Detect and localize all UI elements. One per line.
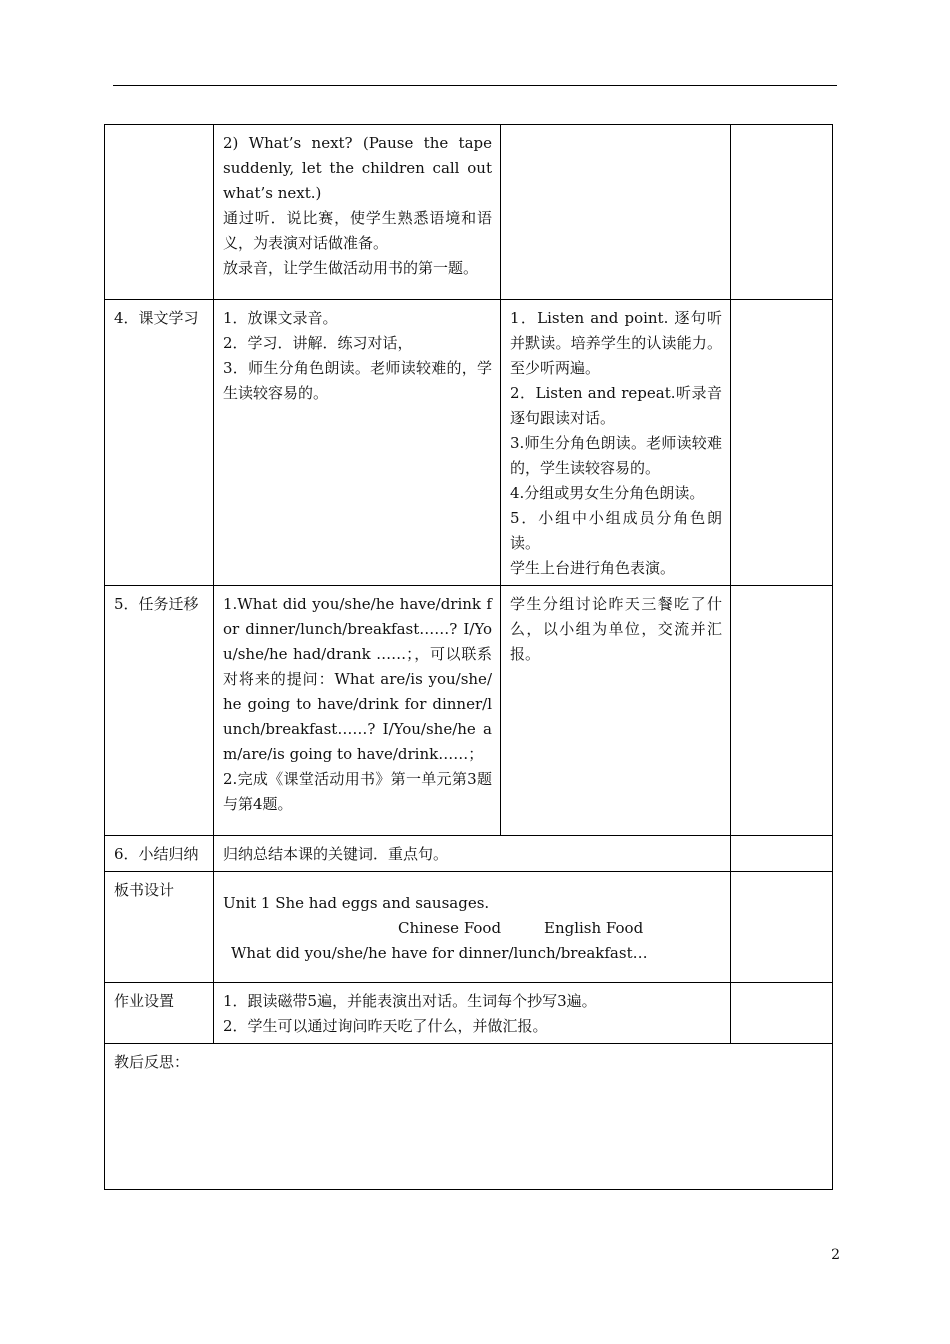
homework-label: 作业设置 — [105, 983, 214, 1044]
student-line: 学生上台进行角色表演。 — [510, 559, 676, 577]
note-cell — [731, 836, 833, 872]
student-line: 2．Listen and repeat.听录音逐句跟读对话。 — [510, 384, 722, 427]
step-cell: 6．小结归纳 — [105, 836, 214, 872]
teacher-line: 2) What’s next? (Pause the tape suddenly, let the children call out what’s next.) — [223, 134, 492, 202]
table-row — [105, 125, 833, 300]
teacher-line: 3．师生分角色朗读。老师读较难的，学生读较容易的。 — [223, 359, 492, 402]
teacher-line: 放录音，让学生做活动用书的第一题。 — [223, 259, 479, 277]
table-row — [105, 586, 833, 836]
reflection-label: 教后反思： — [114, 1053, 190, 1071]
teacher-line: 归纳总结本课的关键词．重点句。 — [223, 845, 449, 863]
reflection-cell — [105, 1044, 833, 1190]
board-label: 板书设计 — [105, 872, 214, 983]
board-food-row — [223, 916, 722, 941]
teacher-activity-cell — [214, 836, 731, 872]
teacher-activity-cell — [214, 125, 501, 300]
board-food-chinese: Chinese Food — [398, 919, 502, 937]
table-row — [105, 872, 833, 983]
teacher-line: 通过听．说比赛，使学生熟悉语境和语义，为表演对话做准备。 — [223, 209, 492, 252]
note-cell — [731, 872, 833, 983]
homework-cell — [214, 983, 731, 1044]
board-title: Unit 1 She had eggs and sausages. — [223, 894, 490, 912]
homework-line: 2．学生可以通过询问昨天吃了什么，并做汇报。 — [223, 1017, 548, 1035]
student-activity-cell — [501, 300, 731, 586]
note-cell — [731, 125, 833, 300]
student-line: 3.师生分角色朗读。老师读较难的，学生读较容易的。 — [510, 434, 722, 477]
note-cell — [731, 586, 833, 836]
teacher-activity-cell — [214, 586, 501, 836]
teacher-activity-cell — [214, 300, 501, 586]
teacher-line: 2．学习．讲解．练习对话， — [223, 334, 413, 352]
table-row — [105, 836, 833, 872]
student-line: 4.分组或男女生分角色朗读。 — [510, 484, 705, 502]
note-cell — [731, 983, 833, 1044]
board-food-english: English Food — [544, 919, 644, 937]
student-activity-cell — [501, 586, 731, 836]
teacher-line: 1.What did you/she/he have/drink for dinner/lunch/breakfast……? I/You/she/he had/drank ……；，可以联系对将来的提问：What are/is you/she/he going to have/drink for dinner/lunch/breakfast……? I/You/she/he am/are/is going to have/drink……； — [223, 595, 492, 763]
homework-line: 1．跟读磁带5遍，并能表演出对话。生词每个抄写3遍。 — [223, 992, 597, 1010]
table-row — [105, 983, 833, 1044]
table-row — [105, 300, 833, 586]
board-design-cell — [214, 872, 731, 983]
step-cell: 4．课文学习 — [105, 300, 214, 586]
step-cell: 5．任务迁移 — [105, 586, 214, 836]
board-question: What did you/she/he have for dinner/lunch/breakfast… — [231, 944, 648, 962]
student-line: 5．小组中小组成员分角色朗读。 — [510, 509, 722, 552]
student-activity-cell — [501, 125, 731, 300]
lesson-plan-table — [104, 124, 833, 1190]
step-cell — [105, 125, 214, 300]
teacher-line: 2.完成《课堂活动用书》第一单元第3题与第4题。 — [223, 770, 492, 813]
page-number: 2 — [831, 1247, 840, 1263]
header-rule — [113, 85, 837, 86]
note-cell — [731, 300, 833, 586]
table-row — [105, 1044, 833, 1190]
student-line: 1．Listen and point. 逐句听并默读。培养学生的认读能力。至少听两遍。 — [510, 309, 722, 377]
teacher-line: 1．放课文录音。 — [223, 309, 338, 327]
student-line: 学生分组讨论昨天三餐吃了什么，以小组为单位，交流并汇报。 — [510, 595, 722, 663]
